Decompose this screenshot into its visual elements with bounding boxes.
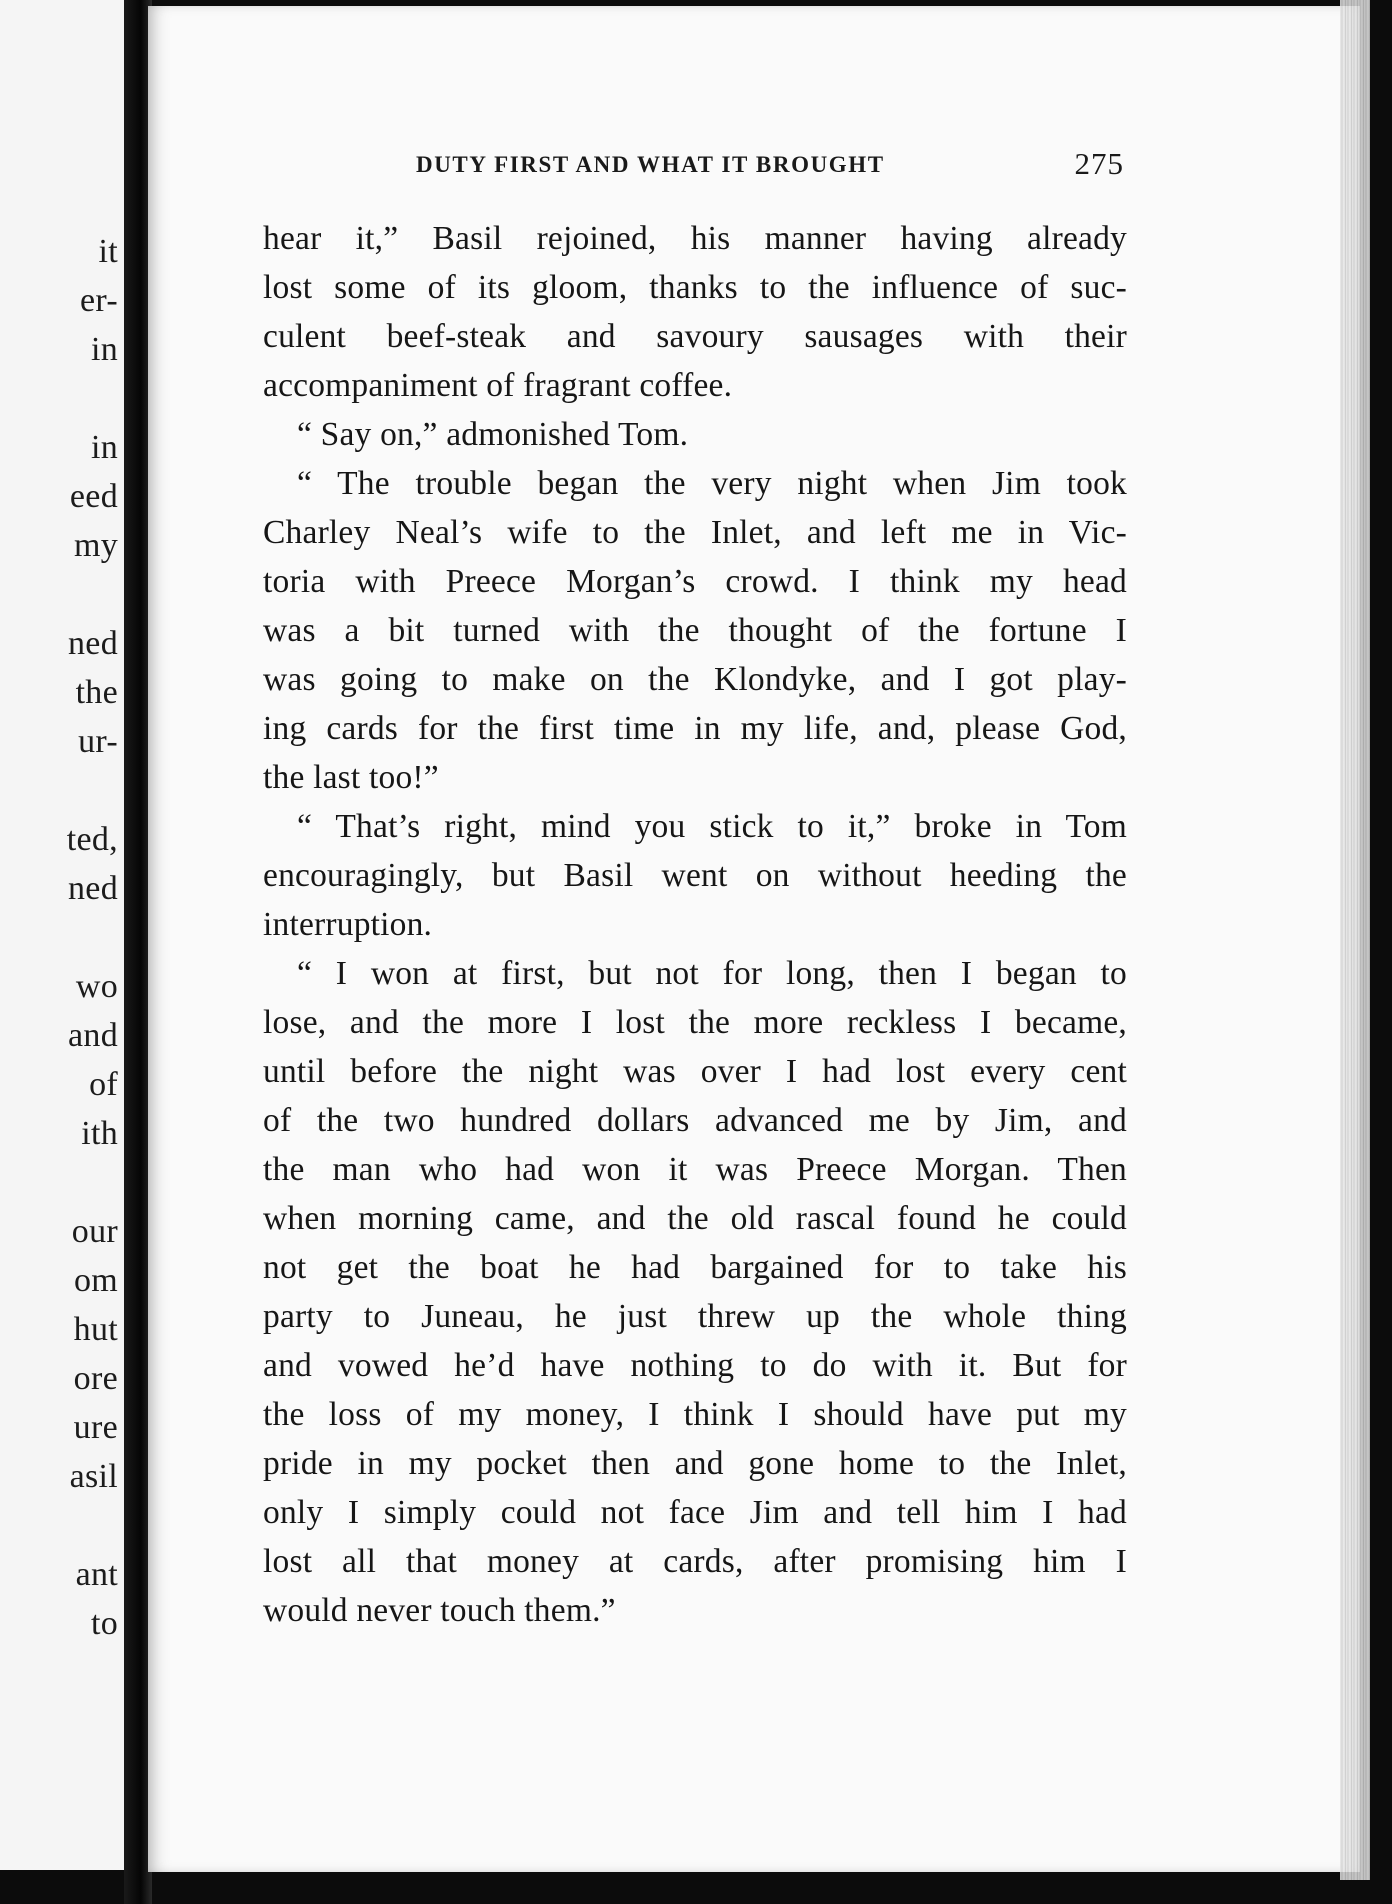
left-page-word: wo xyxy=(75,968,118,1005)
left-page-word: er- xyxy=(80,282,118,319)
text-line: lose, and the more I lost the more reckless I became, xyxy=(263,1004,1127,1041)
text-line: party to Juneau, he just threw up the whole thing xyxy=(263,1298,1127,1335)
text-line: was a bit turned with the thought of the fortune I xyxy=(263,612,1127,649)
left-page-word: ned xyxy=(68,625,118,662)
running-head-title: DUTY FIRST AND WHAT IT BROUGHT xyxy=(416,152,885,177)
running-head xyxy=(264,148,1124,188)
text-line: pride in my pocket then and gone home to the Inlet, xyxy=(263,1445,1127,1482)
text-line: ing cards for the first time in my life, and, please God, xyxy=(263,710,1127,747)
text-line: “ The trouble began the very night when Jim took xyxy=(297,465,1127,502)
text-line: hear it,” Basil rejoined, his manner having already xyxy=(263,220,1127,257)
left-page-word: and xyxy=(68,1017,118,1054)
left-page-word: ur- xyxy=(78,723,118,760)
text-line: until before the night was over I had lost every cent xyxy=(263,1053,1127,1090)
text-line: “ I won at first, but not for long, then I began to xyxy=(297,955,1127,992)
text-line: lost some of its gloom, thanks to the influence of suc- xyxy=(263,269,1127,306)
text-line: the man who had won it was Preece Morgan. Then xyxy=(263,1151,1127,1188)
left-page-word: my xyxy=(73,527,118,564)
text-line: would never touch them.” xyxy=(263,1592,616,1629)
left-page-word: om xyxy=(73,1262,118,1299)
left-page-word: hut xyxy=(73,1311,118,1348)
left-page-word: asil xyxy=(69,1458,118,1495)
text-line: was going to make on the Klondyke, and I got play- xyxy=(263,661,1127,698)
left-page-word: it xyxy=(98,233,118,270)
text-line: when morning came, and the old rascal found he could xyxy=(263,1200,1127,1237)
left-page-word: ted, xyxy=(66,821,118,858)
left-page-word: to xyxy=(90,1605,118,1642)
text-line: not get the boat he had bargained for to take his xyxy=(263,1249,1127,1286)
text-line: culent beef-steak and savoury sausages with their xyxy=(263,318,1127,355)
facing-page-fragment xyxy=(0,0,124,1870)
page-edge-stack xyxy=(1340,0,1370,1880)
text-line: Charley Neal’s wife to the Inlet, and left me in Vic- xyxy=(263,514,1127,551)
text-line: the last too!” xyxy=(263,759,439,796)
left-page-word: ant xyxy=(75,1556,118,1593)
text-line: “ That’s right, mind you stick to it,” broke in Tom xyxy=(297,808,1127,845)
left-page-word: the xyxy=(75,674,118,711)
left-page-word: of xyxy=(89,1066,118,1103)
left-page-word: ure xyxy=(73,1409,118,1446)
left-page-word: in xyxy=(90,429,118,466)
text-line: only I simply could not face Jim and tell him I had xyxy=(263,1494,1127,1531)
text-line: lost all that money at cards, after promising him I xyxy=(263,1543,1127,1580)
text-line: of the two hundred dollars advanced me by Jim, and xyxy=(263,1102,1127,1139)
body-text xyxy=(263,214,1127,1635)
page-number: 275 xyxy=(1074,146,1124,181)
text-line: interruption. xyxy=(263,906,433,943)
left-page-word: ned xyxy=(68,870,118,907)
left-page-word: ith xyxy=(81,1115,118,1152)
text-line: the loss of my money, I think I should have put my xyxy=(263,1396,1127,1433)
text-line: and vowed he’d have nothing to do with it. But for xyxy=(263,1347,1127,1384)
text-line: toria with Preece Morgan’s crowd. I think my head xyxy=(263,563,1127,600)
left-page-word: ore xyxy=(73,1360,118,1397)
text-line: encouragingly, but Basil went on without heeding the xyxy=(263,857,1127,894)
text-line: “ Say on,” admonished Tom. xyxy=(297,416,689,453)
left-page-word: eed xyxy=(69,478,118,515)
text-line: accompaniment of fragrant coffee. xyxy=(263,367,733,404)
left-page-word: our xyxy=(71,1213,118,1250)
left-page-word: in xyxy=(90,331,118,368)
